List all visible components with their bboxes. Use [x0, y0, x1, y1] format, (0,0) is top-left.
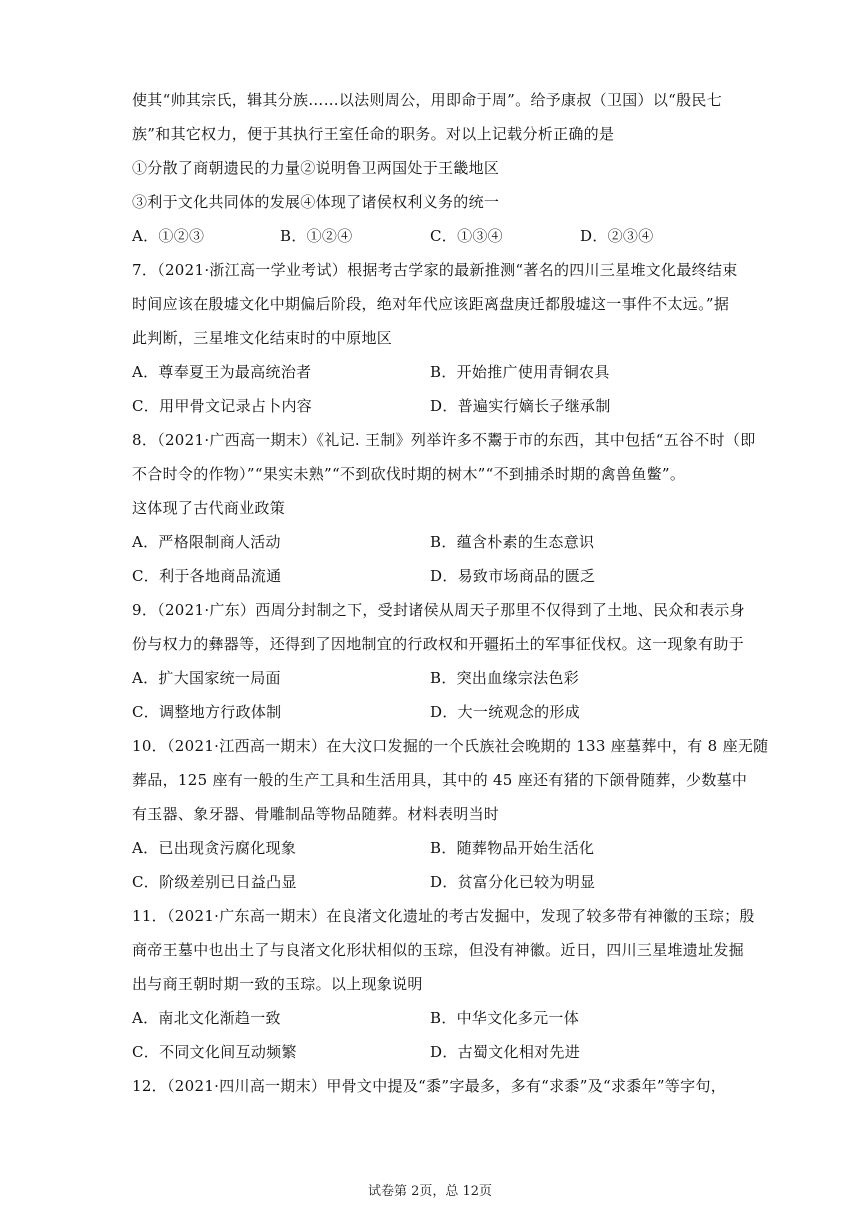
q7-option-c: C．用甲骨文记录占卜内容: [132, 397, 313, 415]
q6-line-2: 族”和其它权力，便于其执行王室任命的职务。对以上记载分析正确的是: [132, 125, 615, 143]
q9-option-b: B．突出血缘宗法色彩: [430, 669, 580, 687]
q11-option-b: B．中华文化多元一体: [430, 1009, 580, 1027]
page-footer: 试卷第 2页，总 12页: [367, 1184, 493, 1199]
q8-line-2: 不合时令的作物）”“果实未熟”“不到砍伐时期的树木”“不到捕杀时期的禽兽鱼鳖”。: [132, 465, 686, 483]
q10-line-1: 10．（2021·江西高一期末）在大汶口发掘的一个氏族社会晚期的 133 座墓葬中，有 8 座无随: [132, 737, 769, 755]
q8-option-a: A．严格限制商人活动: [132, 533, 281, 551]
q10-line-3: 有玉器、象牙器、骨雕制品等物品随葬。材料表明当时: [132, 805, 500, 823]
q12-line-1: 12．（2021·四川高一期末）甲骨文中提及“黍”字最多，多有“求黍”及“求黍年”等字句，: [132, 1077, 727, 1095]
q9-option-a: A．扩大国家统一局面: [132, 669, 281, 687]
q9-option-c: C．调整地方行政体制: [132, 703, 282, 721]
q8-line-3: 这体现了古代商业政策: [132, 499, 286, 517]
q6-option-d: D．②③④: [580, 227, 654, 245]
q11-line-3: 出与商王朝时期一致的玉琮。以上现象说明: [132, 975, 423, 993]
q10-option-b: B．随葬物品开始生活化: [430, 839, 595, 857]
q7-option-b: B．开始推广使用青铜农具: [430, 363, 610, 381]
q7-option-d: D．普遍实行嫡长子继承制: [430, 397, 611, 415]
q10-option-c: C．阶级差别已日益凸显: [132, 873, 297, 891]
q6-option-c: C．①③④: [430, 227, 503, 245]
q11-line-2: 商帝王墓中也出土了与良渚文化形状相似的玉琮，但没有神徽。近日，四川三星堆遗址发掘: [132, 941, 745, 959]
q7-line-3: 此判断，三星堆文化结束时的中原地区: [132, 329, 393, 347]
q9-line-1: 9．（2021·广东）西周分封制之下，受封诸侯从周天子那里不仅得到了土地、民众和表示身: [132, 601, 745, 619]
q6-option-b: B．①②④: [280, 227, 353, 245]
q8-option-c: C．利于各地商品流通: [132, 567, 282, 585]
q7-option-a: A．尊奉夏王为最高统治者: [132, 363, 312, 381]
q10-line-2: 葬品，125 座有一般的生产工具和生活用具，其中的 45 座还有猪的下颌骨随葬，少数墓中: [132, 771, 748, 789]
q9-line-2: 份与权力的彝器等，还得到了因地制宜的行政权和开疆拓土的军事征伐权。这一现象有助于: [132, 635, 745, 653]
q8-line-1: 8．（2021·广西高一期末）《礼记. 王制》列举许多不鬻于市的东西，其中包括“五谷不时（即: [132, 431, 756, 449]
q10-option-a: A．已出现贪污腐化现象: [132, 839, 297, 857]
q9-option-d: D．大一统观念的形成: [430, 703, 581, 721]
q6-line-4: ③利于文化共同体的发展④体现了诸侯权利义务的统一: [132, 193, 500, 211]
q11-line-1: 11．（2021·广东高一期末）在良渚文化遗址的考古发掘中，发现了较多带有神徽的玉琮；殷: [132, 907, 755, 925]
q6-option-a: A．①②③: [132, 227, 205, 245]
q6-line-3: ①分散了商朝遗民的力量②说明鲁卫两国处于王畿地区: [132, 159, 500, 177]
q11-option-c: C．不同文化间互动频繁: [132, 1043, 297, 1061]
q11-option-a: A．南北文化渐趋一致: [132, 1009, 281, 1027]
q6-line-1: 使其“帅其宗氏，辑其分族……以法则周公，用即命于周”。给予康叔（卫国）以“殷民七: [132, 91, 723, 109]
q7-line-2: 时间应该在殷墟文化中期偏后阶段，绝对年代应该距离盘庚迁都殷墟这一事件不太远。”据: [132, 295, 730, 313]
q8-option-d: D．易致市场商品的匮乏: [430, 567, 596, 585]
q7-line-1: 7．（2021·浙江高一学业考试）根据考古学家的最新推测“著名的四川三星堆文化最终结束: [132, 261, 738, 279]
q8-option-b: B．蕴含朴素的生态意识: [430, 533, 595, 551]
q11-option-d: D．古蜀文化相对先进: [430, 1043, 581, 1061]
q10-option-d: D．贫富分化已较为明显: [430, 873, 596, 891]
